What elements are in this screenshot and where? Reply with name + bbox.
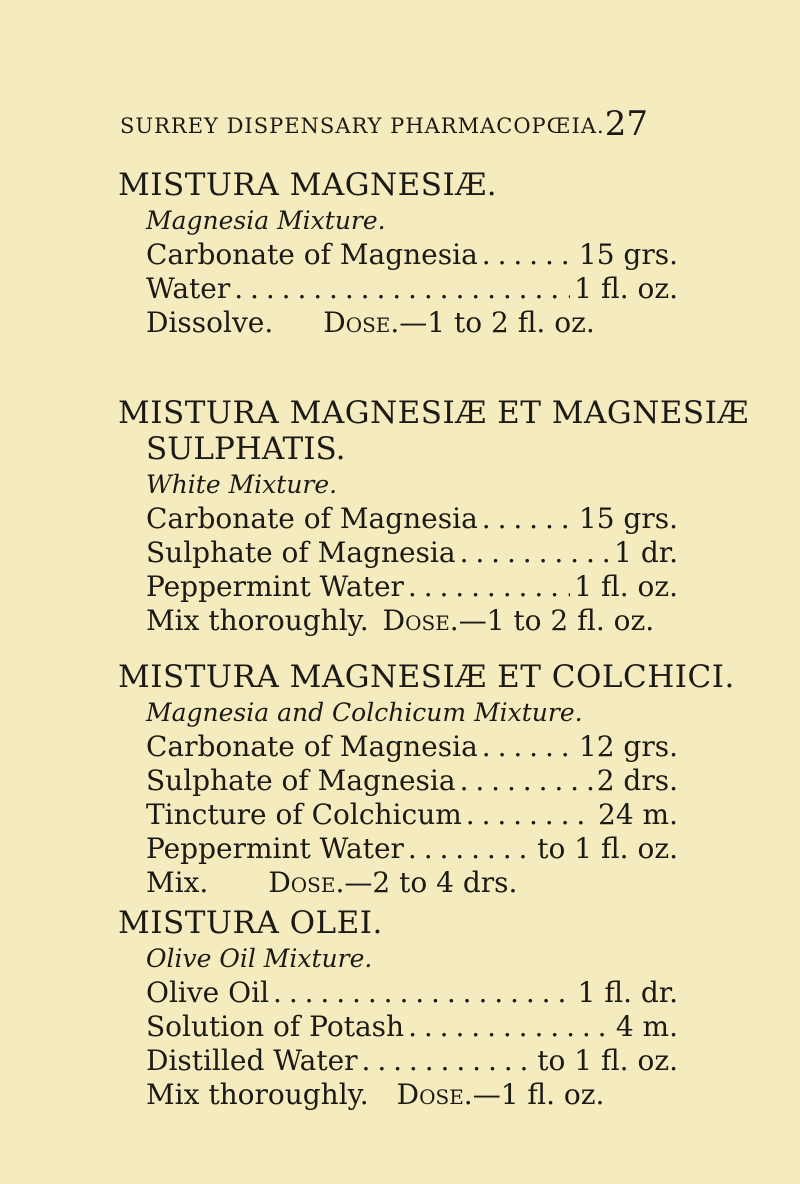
leader-dots (466, 798, 594, 832)
ingredient-row (118, 798, 678, 832)
ingredient-amount: 1 fl. oz. (574, 570, 678, 603)
section-subtitle: Olive Oil Mixture. (146, 944, 373, 973)
dose-value: —1 to 2 fl. oz. (458, 604, 655, 637)
instruction-line (118, 1078, 678, 1112)
ingredient-name: Sulphate of Magnesia (146, 536, 456, 569)
section-subtitle: White Mixture. (146, 470, 338, 499)
ingredient-amount: 24 m. (598, 798, 678, 831)
ingredient-row (118, 570, 678, 604)
page-number: 27 (604, 104, 648, 144)
section-subtitle: Magnesia and Colchicum Mixture. (146, 698, 583, 727)
ingredient-amount: 1 fl. oz. (574, 272, 678, 305)
ingredient-row (118, 272, 678, 306)
leader-dots (362, 1044, 534, 1078)
section-title-continued: SULPHATIS. (146, 431, 346, 467)
instruction-text: Dissolve. (146, 306, 274, 339)
ingredient-row (118, 1010, 678, 1044)
ingredient-row (118, 1044, 678, 1078)
instruction-line (118, 604, 678, 638)
leader-dots (408, 570, 570, 604)
ingredient-name: Distilled Water (146, 1044, 358, 1077)
ingredient-amount: 1 fl. dr. (577, 976, 678, 1009)
leader-dots (273, 976, 574, 1010)
instruction-line (118, 306, 678, 340)
ingredient-amount: 1 dr. (614, 536, 678, 569)
section-subtitle: Magnesia Mixture. (146, 206, 386, 235)
dose-label: Dose. (323, 306, 400, 339)
section-mistura-magnesiae (118, 168, 678, 340)
section-mistura-olei (118, 906, 678, 1112)
dose-value: —1 fl. oz. (472, 1078, 605, 1111)
ingredient-row (118, 238, 678, 272)
header-title: SURREY DISPENSARY PHARMACOPŒIA. (120, 114, 605, 138)
ingredient-row (118, 536, 678, 570)
section-title: MISTURA MAGNESIÆ ET COLCHICI. (118, 659, 735, 695)
ingredient-name: Carbonate of Magnesia (146, 730, 478, 763)
ingredient-name: Tincture of Colchicum (146, 798, 462, 831)
ingredient-row (118, 502, 678, 536)
ingredient-name: Solution of Potash (146, 1010, 405, 1043)
ingredient-row (118, 832, 678, 866)
leader-dots (234, 272, 570, 306)
ingredient-name: Carbonate of Magnesia (146, 238, 478, 271)
leader-dots (482, 730, 575, 764)
dose-label: Dose. (382, 604, 459, 637)
ingredient-name: Water (146, 272, 231, 305)
ingredient-name: Carbonate of Magnesia (146, 502, 478, 535)
leader-dots (460, 764, 593, 798)
running-header (120, 104, 660, 148)
dose-label: Dose. (396, 1078, 473, 1111)
ingredient-amount: to 1 fl. oz. (537, 832, 678, 865)
section-mistura-magnesiae-colchici (118, 659, 735, 900)
ingredient-name: Sulphate of Magnesia (146, 764, 456, 797)
leader-dots (460, 536, 611, 570)
ingredient-amount: 15 grs. (578, 502, 678, 535)
leader-dots (482, 238, 575, 272)
section-mistura-magnesiae-sulphatis (118, 395, 749, 638)
ingredient-amount: 2 drs. (596, 764, 678, 797)
ingredient-amount: 12 grs. (578, 730, 678, 763)
leader-dots (482, 502, 575, 536)
ingredient-row (118, 976, 678, 1010)
section-title: MISTURA MAGNESIÆ. (118, 167, 498, 203)
instruction-text: Mix. (146, 866, 209, 899)
ingredient-name: Peppermint Water (146, 832, 404, 865)
section-title: MISTURA OLEI. (118, 905, 383, 941)
section-title: MISTURA MAGNESIÆ ET MAGNESIÆ (118, 395, 749, 431)
leader-dots (408, 832, 533, 866)
instruction-text: Mix thoroughly. (146, 1078, 369, 1111)
instruction-text: Mix thoroughly. (146, 604, 369, 637)
ingredient-row (118, 764, 678, 798)
dose-label: Dose. (268, 866, 345, 899)
ingredient-name: Olive Oil (146, 976, 270, 1009)
instruction-line (118, 866, 678, 900)
ingredient-row (118, 730, 678, 764)
ingredient-amount: 15 grs. (578, 238, 678, 271)
ingredient-amount: 4 m. (615, 1010, 678, 1043)
dose-value: —2 to 4 drs. (344, 866, 518, 899)
dose-value: —1 to 2 fl. oz. (399, 306, 595, 339)
ingredient-name: Peppermint Water (146, 570, 404, 603)
leader-dots (408, 1010, 612, 1044)
ingredient-amount: to 1 fl. oz. (537, 1044, 678, 1077)
